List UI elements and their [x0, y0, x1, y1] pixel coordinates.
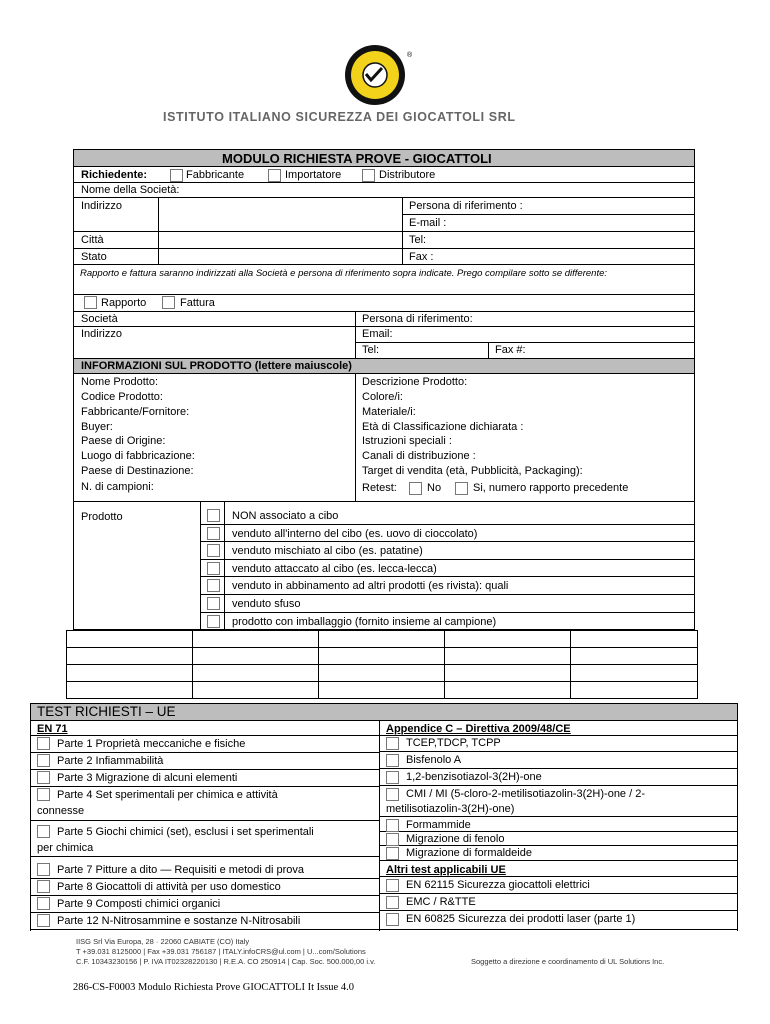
test-checkbox[interactable]: [37, 788, 50, 801]
fattura-checkbox[interactable]: [162, 296, 175, 309]
appendix-checkbox[interactable]: [386, 737, 399, 750]
product-right-field: Colore/i:: [362, 391, 403, 403]
footer-right: Soggetto a direzione e coordinamento di UL Solutions Inc.: [471, 957, 665, 966]
indirizzo-label: Indirizzo: [81, 200, 122, 212]
footer-doc-id: 286-CS-F0003 Modulo Richiesta Prove GIOCATTOLI It Issue 4.0: [73, 982, 354, 993]
product-left-field: Paese di Destinazione:: [81, 465, 194, 477]
fax-label: Fax :: [409, 251, 434, 263]
request-form: [73, 149, 695, 630]
rapporto-label: Rapporto: [101, 297, 147, 309]
product-right-field: Età di Classificazione dichiarata :: [362, 421, 524, 433]
test-checkbox[interactable]: [37, 914, 50, 927]
test-item-label: Parte 12 N-Nitrosammine e sostanze N-Nitrosabili: [57, 915, 301, 927]
richiedente-label: Richiedente:: [81, 169, 148, 181]
product-left-field: Fabbricante/Fornitore:: [81, 406, 190, 418]
product-left-field: Nome Prodotto:: [81, 376, 159, 388]
prodotto-label: Prodotto: [81, 511, 123, 523]
altri-test-label: EN 60825 Sicurezza dei prodotti laser (parte 1): [406, 913, 636, 925]
product-right-field: Istruzioni speciali :: [362, 435, 452, 447]
retest-no-label: No: [427, 482, 442, 494]
footer-line3: C.F. 10343230156 | P. IVA IT02328220130 | R.E.A. CO 250914 | Cap. Soc. 500.000,00 i.v.: [76, 957, 376, 966]
test-item-label: Parte 3 Migrazione di alcuni elementi: [57, 772, 238, 784]
altri-test-label: EN 62115 Sicurezza giocattoli elettrici: [406, 879, 590, 891]
fabbricante-label: Fabbricante: [186, 169, 245, 181]
food-option-checkbox[interactable]: [207, 597, 220, 610]
retest-si-checkbox[interactable]: [455, 482, 468, 495]
product-left-field: Buyer:: [81, 421, 113, 433]
email-label: E-mail :: [409, 217, 447, 229]
test-checkbox[interactable]: [37, 825, 50, 838]
test-checkbox[interactable]: [37, 771, 50, 784]
stato-label: Stato: [81, 251, 107, 263]
form-title: MODULO RICHIESTA PROVE - GIOCATTOLI: [222, 151, 492, 166]
product-left-field: Luogo di fabbricazione:: [81, 450, 195, 462]
test-checkbox[interactable]: [37, 754, 50, 767]
nome-societa-label: Nome della Società:: [81, 184, 180, 196]
test-item-label: Parte 5 Giochi chimici (set), esclusi i set sperimentali: [57, 826, 314, 838]
food-option-label: NON associato a cibo: [232, 510, 339, 522]
org-title: ISTITUTO ITALIANO SICUREZZA DEI GIOCATTOLI SRL: [163, 110, 516, 124]
citta-label: Città: [81, 234, 104, 246]
appendix-checkbox[interactable]: [386, 819, 399, 832]
food-option-label: venduto in abbinamento ad altri prodotti (es rivista): quali: [232, 580, 509, 592]
retest-si-label: Si, numero rapporto precedente: [473, 482, 629, 494]
altri-test-checkbox[interactable]: [386, 913, 399, 926]
appendix-item-label: Bisfenolo A: [406, 754, 462, 766]
product-left-field: Paese di Origine:: [81, 435, 166, 447]
societa2-label: Società: [81, 313, 118, 325]
fattura-label: Fattura: [180, 297, 215, 309]
food-option-checkbox[interactable]: [207, 579, 220, 592]
persona-rif-label: Persona di riferimento :: [409, 200, 523, 212]
logo: [344, 44, 406, 106]
test-item-label: Parte 8 Giocattoli di attività per uso domestico: [57, 881, 281, 893]
food-option-label: venduto sfuso: [232, 598, 301, 610]
retest-no-checkbox[interactable]: [409, 482, 422, 495]
footer-line2: T +39.031 8125000 | Fax +39.031 756187 | ITALY.infoCRS@ul.com | U...com/Solutions: [76, 947, 366, 956]
tel-label: Tel:: [409, 234, 427, 246]
altri-heading: Altri test applicabili UE: [386, 864, 506, 876]
en71-heading: EN 71: [37, 723, 68, 735]
appendix-item-label: 1,2-benzisotiazol-3(2H)-one: [406, 771, 542, 783]
distributore-checkbox[interactable]: [362, 169, 375, 182]
persona-rif2-label: Persona di riferimento:: [362, 313, 473, 325]
address-note: Rapporto e fattura saranno indirizzati alla Società e persona di riferimento sopra indicate. Prego compilare sotto se differente:: [80, 268, 608, 279]
email2-label: Email:: [362, 328, 393, 340]
appendix-item-label: TCEP,TDCP, TCPP: [406, 737, 501, 749]
test-item-label: Parte 7 Pitture a dito — Requisiti e metodi di prova: [57, 864, 305, 876]
appendix-heading: Appendice C – Direttiva 2009/48/CE: [386, 723, 571, 735]
test-item-label: Parte 2 Infiammabilità: [57, 755, 164, 767]
product-right-field: Target di vendita (età, Pubblicità, Packaging):: [362, 465, 583, 477]
importatore-label: Importatore: [285, 169, 342, 181]
test-checkbox[interactable]: [37, 897, 50, 910]
appendix-item-label: CMI / MI (5-cloro-2-metilisotiazolin-3(2H)-one / 2-: [406, 788, 645, 800]
product-info-header: INFORMAZIONI SUL PRODOTTO (lettere maiuscole): [81, 360, 352, 372]
logo-reg-mark: ®: [407, 52, 413, 59]
altri-test-checkbox[interactable]: [386, 896, 399, 909]
product-left-field: Codice Prodotto:: [81, 391, 163, 403]
product-right-field: Canali di distribuzione :: [362, 450, 476, 462]
test-item-label: Parte 9 Composti chimici organici: [57, 898, 221, 910]
appendix-item-label: Formammide: [406, 819, 471, 831]
food-option-label: venduto all'interno del cibo (es. uovo di cioccolato): [232, 528, 478, 540]
logo-seal-icon: [344, 44, 406, 106]
tel2-label: Tel:: [362, 344, 380, 356]
appendix-checkbox[interactable]: [386, 788, 399, 801]
product-right-field: Descrizione Prodotto:: [362, 376, 468, 388]
altri-test-label: EMC / R&TTE: [406, 896, 476, 908]
test-item-label: per chimica: [37, 842, 94, 854]
food-option-checkbox[interactable]: [207, 615, 220, 628]
food-option-label: prodotto con imballaggio (fornito insieme al campione): [232, 616, 497, 628]
appendix-checkbox[interactable]: [386, 847, 399, 860]
product-left-field: N. di campioni:: [81, 481, 154, 493]
indirizzo2-label: Indirizzo: [81, 328, 122, 340]
food-option-label: venduto mischiato al cibo (es. patatine): [232, 545, 423, 557]
distributore-label: Distributore: [379, 169, 436, 181]
appendix-item-label: Migrazione di fenolo: [406, 833, 505, 845]
test-item-label: Parte 1 Proprietà meccaniche e fisiche: [57, 738, 246, 750]
footer-line1: IISG Srl Via Europa, 28 · 22060 CABIATE (CO) Italy: [76, 937, 250, 946]
rapporto-checkbox[interactable]: [84, 296, 97, 309]
appendix-item-label: Migrazione di formaldeide: [406, 847, 532, 859]
altri-test-checkbox[interactable]: [386, 879, 399, 892]
test-item-label: Parte 4 Set sperimentali per chimica e attività: [57, 789, 278, 801]
appendix-checkbox[interactable]: [386, 754, 399, 767]
appendix-checkbox[interactable]: [386, 833, 399, 846]
food-option-checkbox[interactable]: [207, 527, 220, 540]
fax2-label: Fax #:: [495, 344, 526, 356]
test-checkbox[interactable]: [37, 863, 50, 876]
retest-label: Retest:: [362, 482, 397, 494]
food-option-checkbox[interactable]: [207, 562, 220, 575]
appendix-item-label: metilisotiazolin-3(2H)-one): [386, 803, 515, 815]
fabbricante-checkbox[interactable]: [170, 169, 183, 182]
appendix-checkbox[interactable]: [386, 771, 399, 784]
tests-header: TEST RICHIESTI – UE: [37, 704, 176, 719]
food-option-label: venduto attaccato al cibo (es. lecca-lecca): [232, 563, 437, 575]
test-checkbox[interactable]: [37, 737, 50, 750]
product-right-field: Materiale/i:: [362, 406, 416, 418]
food-option-checkbox[interactable]: [207, 544, 220, 557]
test-checkbox[interactable]: [37, 880, 50, 893]
test-item-label: connesse: [37, 805, 85, 817]
food-option-checkbox[interactable]: [207, 509, 220, 522]
importatore-checkbox[interactable]: [268, 169, 281, 182]
